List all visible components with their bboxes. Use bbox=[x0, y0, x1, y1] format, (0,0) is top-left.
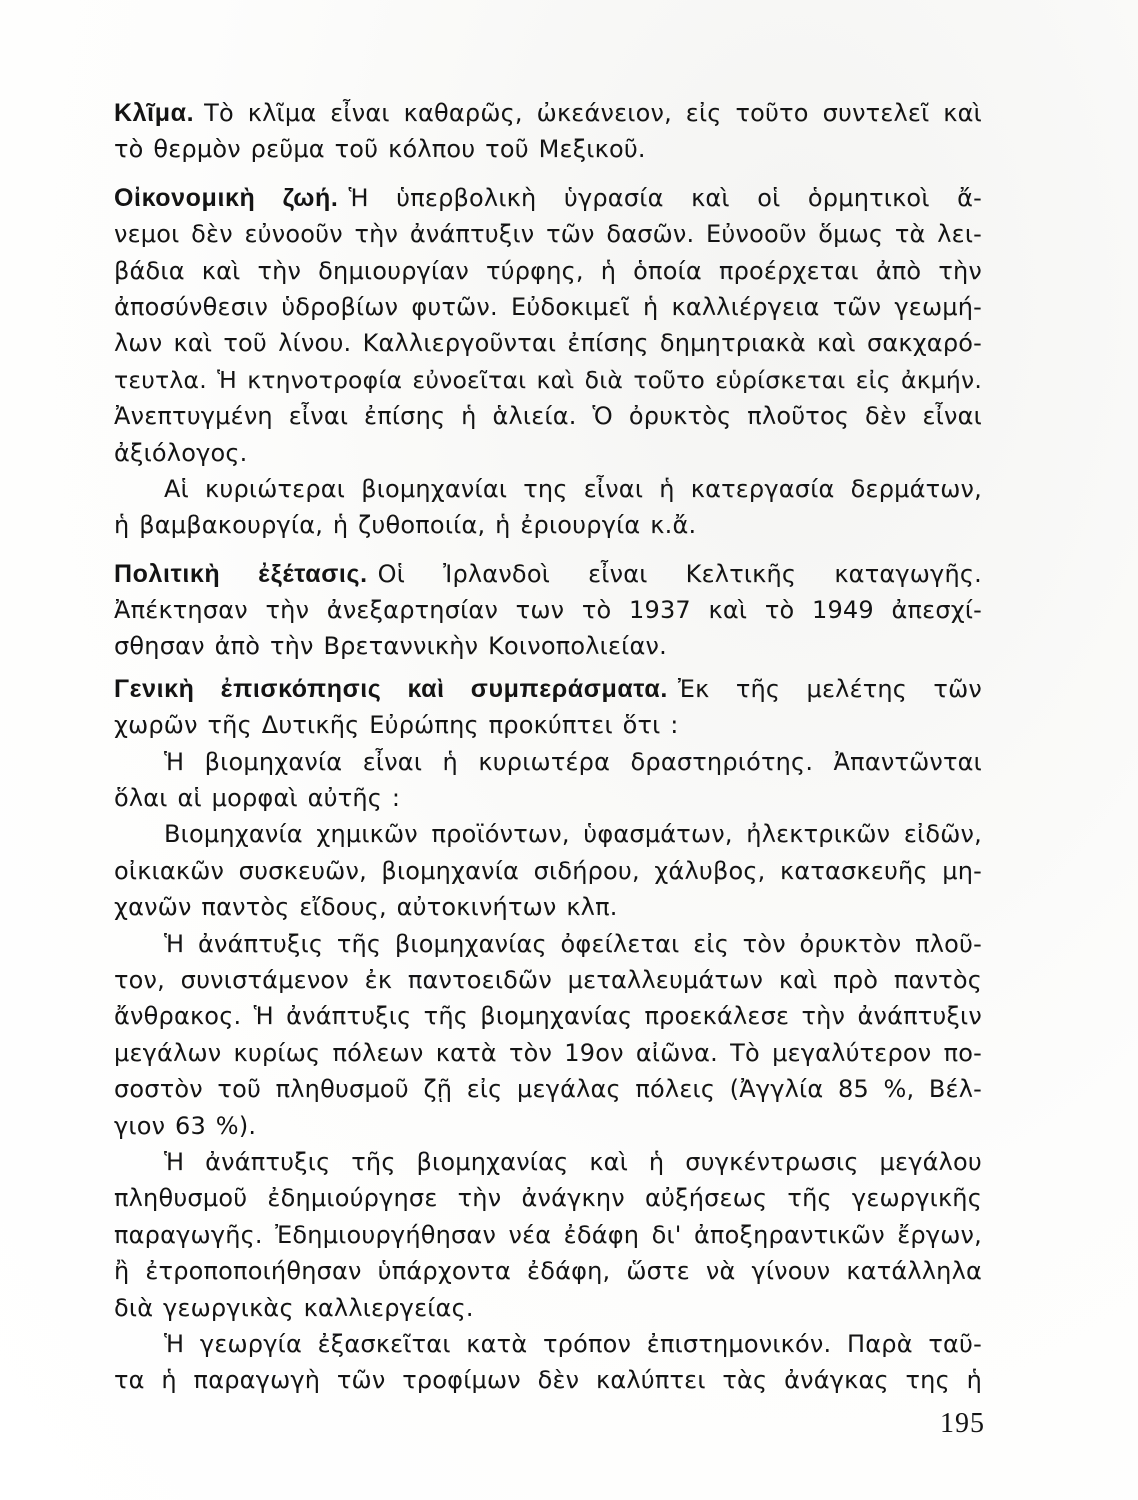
text-line: σθησαν ἀπὸ τὴν Βρεταννικὴν Κοινοπολιείαν. bbox=[114, 632, 667, 661]
text-line: νεμοι δὲν εὐνοοῦν τὴν ἀνάπτυξιν τῶν δασῶν. Εὐνοοῦν ὅμως τὰ λει- bbox=[114, 220, 982, 249]
klima-line-1 bbox=[114, 95, 982, 131]
text-line: ἡ βαμβακουργία, ἡ ζυθοποιία, ἡ ἐριουργία κ.ἄ. bbox=[114, 511, 697, 540]
text-line: Ἡ ἀνάπτυξις τῆς βιομηχανίας καὶ ἡ συγκέντρωσις μεγάλου bbox=[164, 1147, 982, 1176]
text-line: πληθυσμοῦ ἐδημιούργησε τὴν ἀνάγκην αὐξήσεως τῆς γεωργικῆς bbox=[114, 1184, 982, 1213]
paragraph-text: Τὸ κλῖμα εἶναι καθαρῶς, ὠκεάνειον, εἰς τοῦτο συντελεῖ καὶ bbox=[204, 99, 982, 127]
text-line: ἢ ἐτροποποιήθησαν ὑπάρχοντα ἐδάφη, ὥστε νὰ γίνουν κατάλληλα bbox=[114, 1257, 982, 1286]
paragraph-text: Ἡ ὑπερβολικὴ ὑγρασία καὶ οἱ ὁρμητικοὶ ἄ- bbox=[348, 183, 982, 212]
section-heading-politiki: Πολιτικὴ ἐξέτασις. bbox=[114, 559, 368, 588]
text-line: Ἡ γεωργία ἐξασκεῖται κατὰ τρόπον ἐπιστημονικόν. Παρὰ ταῦ- bbox=[164, 1329, 982, 1358]
text-line: Ἀνεπτυγμένη εἶναι ἐπίσης ἡ ἁλιεία. Ὁ ὀρυκτὸς πλοῦτος δὲν εἶναι bbox=[114, 402, 982, 431]
text-line: χανῶν παντὸς εἴδους, αὐτοκινήτων κλπ. bbox=[114, 893, 618, 922]
oikonomiki-line-1 bbox=[114, 180, 982, 216]
text-line: ἀξιόλογος. bbox=[114, 438, 248, 467]
text-line: Ἀπέκτησαν τὴν ἀνεξαρτησίαν των τὸ 1937 καὶ τὸ 1949 ἀπεσχί- bbox=[114, 596, 982, 625]
text-line: ὅλαι αἱ μορφαὶ αὐτῆς : bbox=[114, 784, 401, 813]
section-heading-oikonomiki: Οἰκονομικὴ ζωή. bbox=[114, 183, 339, 212]
text-line: τευτλα. Ἡ κτηνοτροφία εὐνοεῖται καὶ διὰ τοῦτο εὑρίσκεται εἰς ἀκμήν. bbox=[114, 365, 982, 394]
text-line: σοστὸν τοῦ πληθυσμοῦ ζῇ εἰς μεγάλας πόλεις (Ἀγγλία 85 %, Βέλ- bbox=[114, 1075, 982, 1104]
text-line: ἀποσύνθεσιν ὑδροβίων φυτῶν. Εὐδοκιμεῖ ἡ καλλιέργεια τῶν γεωμή- bbox=[114, 292, 982, 321]
text-line: τον, συνιστάμενον ἐκ παντοειδῶν μεταλλευμάτων καὶ πρὸ παντὸς bbox=[114, 965, 982, 994]
text-line: χωρῶν τῆς Δυτικῆς Εὐρώπης προκύπτει ὅτι : bbox=[114, 711, 679, 740]
text-line: Ἡ βιομηχανία εἶναι ἡ κυριωτέρα δραστηριότης. Ἀπαντῶνται bbox=[164, 747, 982, 776]
paragraph-text: Οἱ Ἰρλανδοὶ εἶναι Κελτικῆς καταγωγῆς. bbox=[377, 559, 982, 588]
text-line: γιον 63 %). bbox=[114, 1111, 257, 1140]
paragraph-text: Ἐκ τῆς μελέτης τῶν bbox=[677, 674, 982, 703]
text-line: Βιομηχανία χημικῶν προϊόντων, ὑφασμάτων, ἠλεκτρικῶν εἰδῶν, bbox=[164, 820, 982, 849]
text-line: διὰ γεωργικὰς καλλιεργείας. bbox=[114, 1293, 474, 1322]
page-number: 195 bbox=[940, 1408, 985, 1439]
section-heading-klima: Κλῖμα. bbox=[114, 99, 195, 127]
section-heading-geniki: Γενικὴ ἐπισκόπησις καὶ συμπεράσματα. bbox=[114, 674, 668, 703]
geniki-line-1 bbox=[114, 671, 982, 707]
text-column bbox=[114, 95, 982, 1399]
text-line: βάδια καὶ τὴν δημιουργίαν τύρφης, ἡ ὁποία προέρχεται ἀπὸ τὴν bbox=[114, 256, 982, 285]
text-line: οἰκιακῶν συσκευῶν, βιομηχανία σιδήρου, χάλυβος, κατασκευῆς μη- bbox=[114, 856, 982, 885]
text-line: λων καὶ τοῦ λίνου. Καλλιεργοῦνται ἐπίσης δημητριακὰ καὶ σακχαρό- bbox=[114, 329, 982, 358]
politiki-line-1 bbox=[114, 556, 982, 592]
text-line: ἄνθρακος. Ἡ ἀνάπτυξις τῆς βιομηχανίας προεκάλεσε τὴν ἀνάπτυξιν bbox=[114, 1002, 982, 1031]
text-line: τα ἡ παραγωγὴ τῶν τροφίμων δὲν καλύπτει τὰς ἀνάγκας της ἡ bbox=[114, 1366, 982, 1395]
klima-line-2: τὸ θερμὸν ρεῦμα τοῦ κόλπου τοῦ Μεξικοῦ. bbox=[114, 135, 646, 164]
text-line: Ἡ ἀνάπτυξις τῆς βιομηχανίας ὀφείλεται εἰς τὸν ὀρυκτὸν πλοῦ- bbox=[164, 929, 982, 958]
text-line: Αἱ κυριώτεραι βιομηχανίαι της εἶναι ἡ κατεργασία δερμάτων, bbox=[164, 474, 982, 503]
text-line: μεγάλων κυρίως πόλεων κατὰ τὸν 19ον αἰῶνα. Τὸ μεγαλύτερον πο- bbox=[114, 1038, 982, 1067]
text-line: παραγωγῆς. Ἐδημιουργήθησαν νέα ἐδάφη δι' ἀποξηραντικῶν ἔργων, bbox=[114, 1220, 982, 1249]
